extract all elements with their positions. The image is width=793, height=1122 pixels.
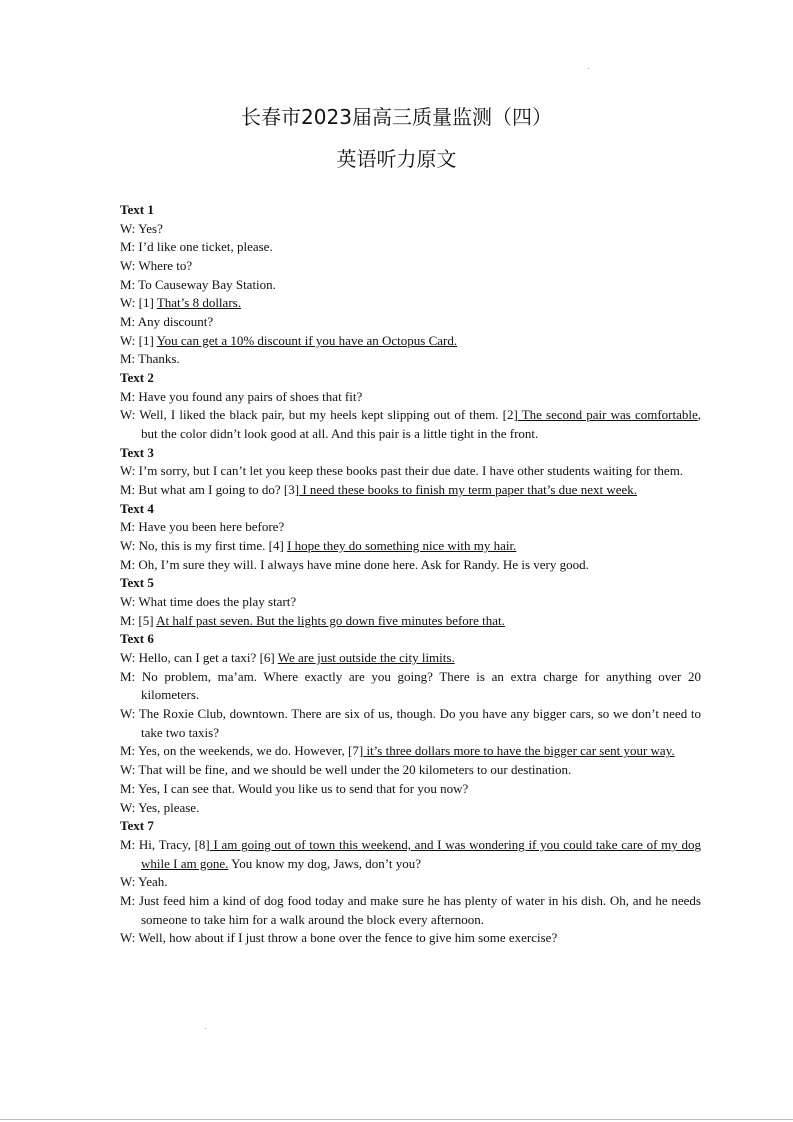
- dialogue-text: W: Yeah.: [120, 874, 168, 890]
- answer-underlined-text: I am going out of town this weekend, and I was wondering if you could take care of my dog while I am gone.: [141, 836, 701, 871]
- dialogue-text: M: Have you found any pairs of shoes that fit?: [120, 388, 363, 404]
- section-heading: Text 5: [120, 575, 154, 591]
- page-edge: [0, 1119, 793, 1120]
- dialogue-text: M: Have you been here before?: [120, 519, 285, 535]
- dialogue-line: [120, 481, 701, 500]
- dialogue-line: [120, 238, 701, 257]
- dialogue-line: [120, 780, 701, 799]
- answer-underlined-text: At half past seven. But the lights go down five minutes before that.: [156, 612, 505, 628]
- dialogue-text: M: Hi, Tracy, [8]: [120, 836, 210, 852]
- section-heading: Text 7: [120, 818, 154, 834]
- section-heading: Text 2: [120, 370, 154, 386]
- answer-underlined-text: I need these books to finish my term paper that’s due next week.: [299, 482, 638, 498]
- dialogue-line: [120, 892, 701, 929]
- dialogue-text: M: Just feed him a kind of dog food today and make sure he has plenty of water in his dish. Oh, and he needs someone to take him for a walk around the block every afternoon.: [120, 892, 701, 927]
- dialogue-text: W: [1]: [120, 295, 157, 311]
- dialogue-line: [120, 593, 701, 612]
- dialogue-text: M: Yes, on the weekends, we do. However, [7]: [120, 743, 364, 759]
- section-heading: Text 1: [120, 202, 154, 217]
- dialogue-text: W: That will be fine, and we should be well under the 20 kilometers to our destination.: [120, 762, 572, 778]
- dialogue-text: W: What time does the play start?: [120, 594, 297, 610]
- dialogue-text: M: [5]: [120, 612, 157, 628]
- dialogue-text: W: No, this is my first time. [4]: [120, 538, 288, 554]
- dialogue-line: [120, 220, 701, 239]
- dialogue-line: [120, 799, 701, 818]
- dialogue-line: [120, 406, 701, 443]
- dialogue-line: [120, 873, 701, 892]
- dialogue-line: [120, 742, 701, 761]
- dialogue-text: W: I’m sorry, but I can’t let you keep these books past their due date. I have other students waiting for them.: [120, 463, 684, 479]
- dialogue-line: [120, 761, 701, 780]
- answer-underlined-text: We are just outside the city limits.: [277, 650, 455, 666]
- dialogue-line: [120, 332, 701, 351]
- scan-dot: [205, 1028, 206, 1029]
- section-heading: Text 3: [120, 444, 154, 460]
- dialogue-text: M: Any discount?: [120, 314, 214, 330]
- dialogue-text: , but the color didn’t look good at all. And this pair is a little tight in the front.: [141, 407, 701, 442]
- dialogue-line: [120, 836, 701, 873]
- dialogue-line: [120, 649, 701, 668]
- dialogue-line: [120, 276, 701, 295]
- dialogue-line: [120, 929, 701, 948]
- dialogue-line: [120, 518, 701, 537]
- dialogue-line: [120, 556, 701, 575]
- document-title: 长春市2023届高三质量监测（四）: [241, 105, 552, 129]
- dialogue-line: [120, 294, 701, 313]
- dialogue-text: W: [1]: [120, 332, 157, 348]
- dialogue-text: You know my dog, Jaws, don’t you?: [228, 855, 421, 871]
- answer-underlined-text: I hope they do something nice with my hair.: [287, 538, 517, 554]
- dialogue-line: [120, 612, 701, 631]
- scan-dot: [588, 68, 589, 69]
- dialogue-text: W: Well, how about if I just throw a bone over the fence to give him some exercise?: [120, 930, 558, 946]
- answer-underlined-text: The second pair was comfortable: [517, 407, 698, 423]
- answer-underlined-text: That’s 8 dollars.: [156, 295, 241, 311]
- document-subtitle: 英语听力原文: [336, 147, 457, 171]
- dialogue-line: [120, 705, 701, 742]
- dialogue-text: W: Well, I liked the black pair, but my heels kept slipping out of them. [2]: [120, 407, 518, 423]
- dialogue-text: W: Where to?: [120, 258, 193, 274]
- answer-underlined-text: You can get a 10% discount if you have an Octopus Card.: [156, 332, 458, 348]
- dialogue-text: W: The Roxie Club, downtown. There are six of us, though. Do you have any bigger cars, so we don’t need to take two taxis?: [120, 706, 701, 740]
- transcript-body: [120, 201, 701, 948]
- dialogue-text: M: Yes, I can see that. Would you like us to send that for you now?: [120, 780, 469, 796]
- dialogue-text: M: Oh, I’m sure they will. I always have mine done here. Ask for Randy. He is very good.: [120, 556, 589, 572]
- dialogue-line: [120, 537, 701, 556]
- dialogue-text: M: I’d like one ticket, please.: [120, 239, 273, 255]
- dialogue-line: [120, 388, 701, 407]
- dialogue-text: M: But what am I going to do? [3]: [120, 482, 300, 498]
- section-heading: Text 6: [120, 631, 154, 647]
- answer-underlined-text: it’s three dollars more to have the bigger car sent your way.: [363, 743, 675, 759]
- dialogue-text: M: Thanks.: [120, 351, 180, 367]
- dialogue-line: [120, 313, 701, 332]
- dialogue-text: W: Hello, can I get a taxi? [6]: [120, 650, 278, 666]
- dialogue-text: M: To Causeway Bay Station.: [120, 276, 276, 292]
- dialogue-line: [120, 668, 701, 705]
- dialogue-line: [120, 462, 701, 481]
- dialogue-line: [120, 257, 701, 276]
- dialogue-text: W: Yes?: [120, 220, 163, 236]
- dialogue-text: W: Yes, please.: [120, 799, 200, 815]
- section-heading: Text 4: [120, 500, 154, 516]
- dialogue-line: [120, 350, 701, 369]
- dialogue-text: M: No problem, ma’am. Where exactly are you going? There is an extra charge for anything over 20 kilometers.: [120, 668, 701, 703]
